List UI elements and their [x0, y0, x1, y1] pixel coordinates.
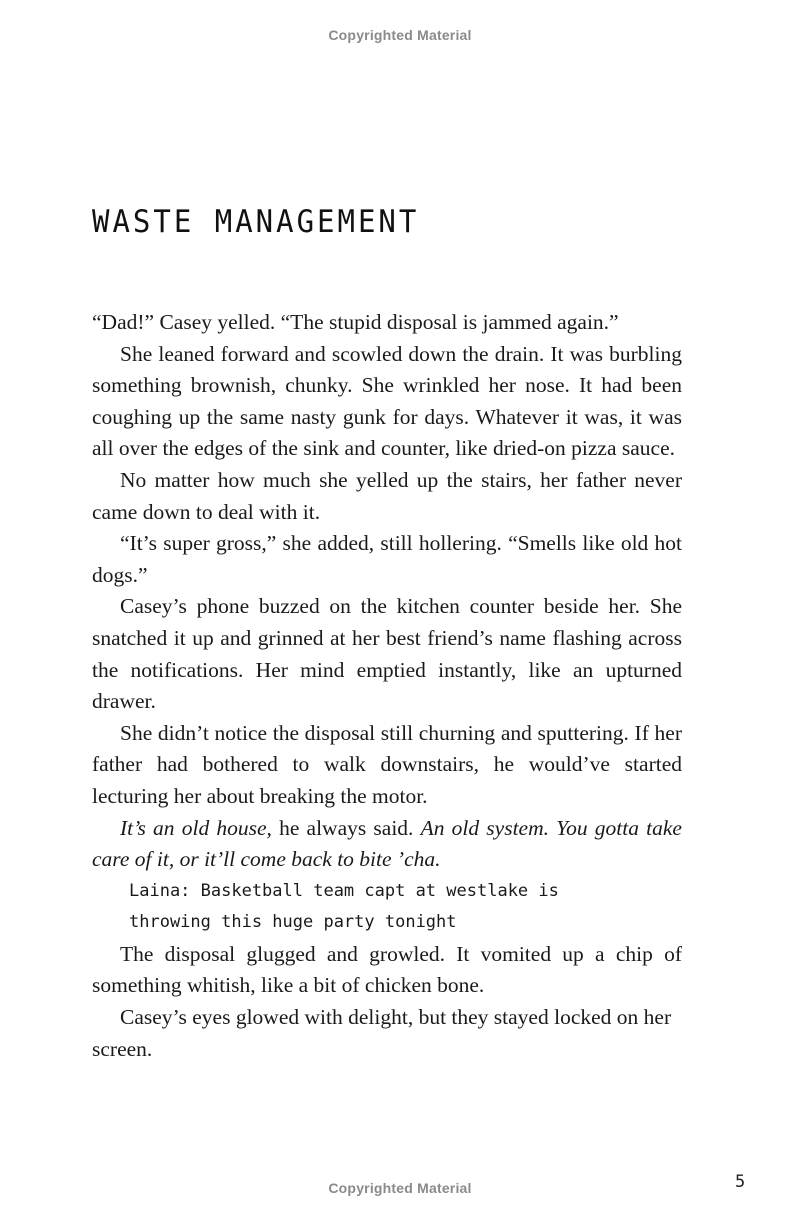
watermark-bottom: Copyrighted Material: [328, 1180, 472, 1196]
paragraph-7-italic-1: It’s an old house,: [120, 815, 272, 840]
paragraph-4: “It’s super gross,” she added, still hollering. “Smells like old hot dogs.”: [92, 531, 682, 587]
paragraph-5: Casey’s phone buzzed on the kitchen counter beside her. She snatched it up and grinned at her best friend’s name flashing across the notifications. Her mind emptied instantly, like an upturned drawer.: [92, 594, 682, 714]
paragraph-1: “Dad!” Casey yelled. “The stupid disposal is jammed again.”: [92, 310, 619, 334]
paragraph-7-plain: he always said.: [271, 815, 421, 840]
watermark-top: Copyrighted Material: [328, 27, 472, 43]
body-text: [92, 307, 682, 1065]
paragraph-2: She leaned forward and scowled down the drain. It was burbling something brownish, chunky. She wrinkled her nose. It had been coughing up the same nasty gunk for days. Whatever it was, it was all over the edges of the sink and counter, like dried-on pizza sauce.: [92, 341, 682, 461]
chapter-title: WASTE MANAGEMENT: [92, 203, 420, 240]
paragraph-6: She didn’t notice the disposal still churning and sputtering. If her father had bothered to walk downstairs, he would’ve started lecturing her about breaking the motor.: [92, 720, 682, 808]
paragraph-7: [92, 813, 682, 876]
paragraph-8: The disposal glugged and growled. It vomited up a chip of something whitish, like a bit of chicken bone.: [92, 941, 682, 998]
page-number: 5: [735, 1172, 746, 1192]
paragraph-3: No matter how much she yelled up the stairs, her father never came down to deal with it.: [92, 467, 682, 524]
paragraph-9: Casey’s eyes glowed with delight, but they stayed locked on her screen.: [92, 1005, 672, 1061]
text-message: Laina: Basketball team capt at westlake is throwing this huge party tonight: [129, 880, 559, 933]
paragraph-7-italic-2: An old system. You gotta take care of it, or it’ll come back to bite ’cha.: [92, 815, 682, 872]
